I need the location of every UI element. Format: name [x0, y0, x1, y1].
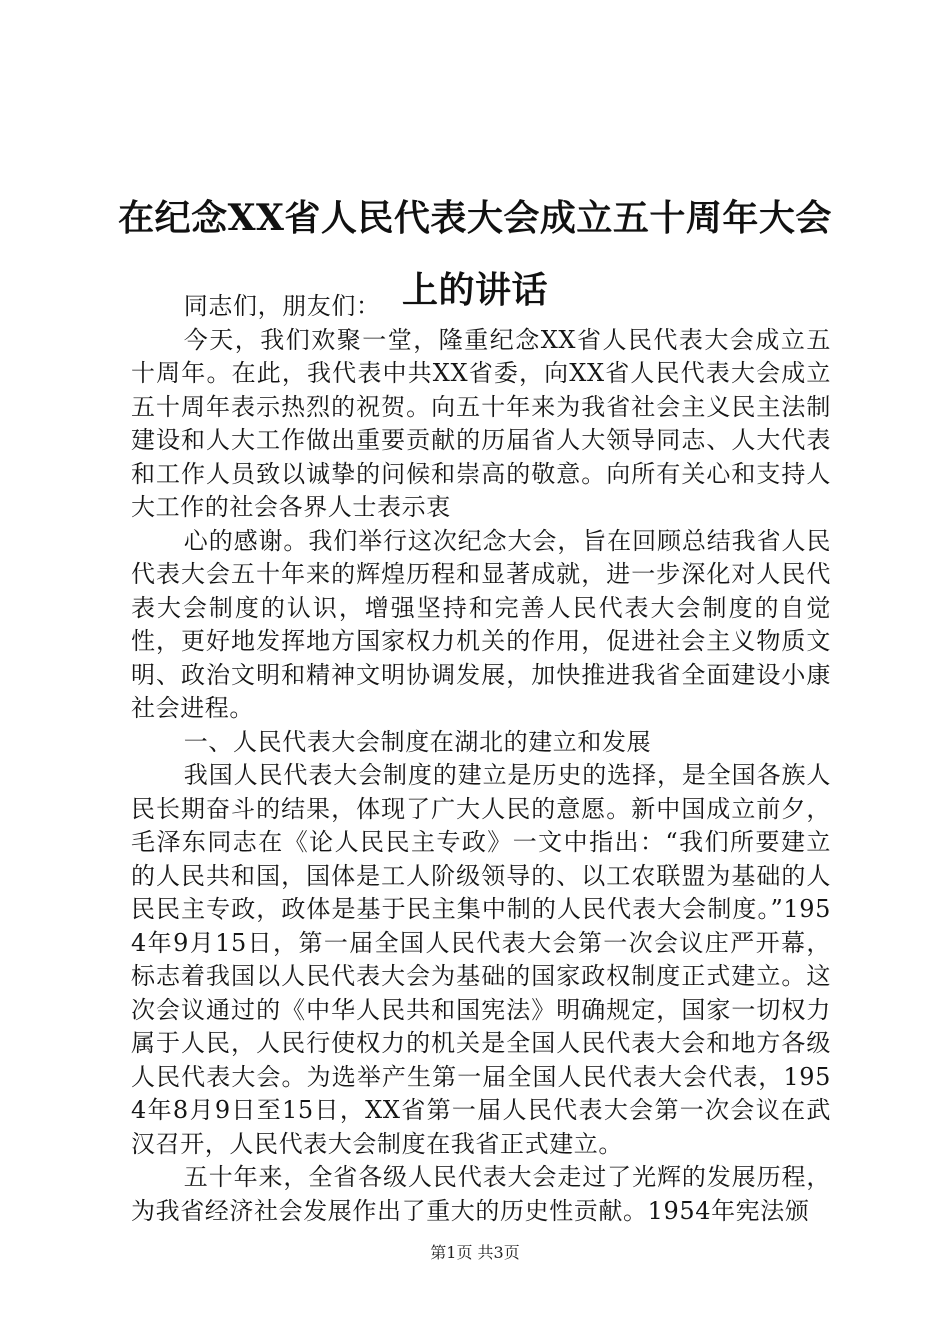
page-number-footer: 第1页 共3页 — [430, 1243, 520, 1262]
body-paragraph: 五十年来，全省各级人民代表大会走过了光辉的发展历程，为我省经济社会发展作出了重大的历史性贡献。1954年宪法颁 — [131, 1163, 831, 1225]
body-paragraph: 心的感谢。我们举行这次纪念大会，旨在回顾总结我省人民代表大会五十年来的辉煌历程和显著成就，进一步深化对人民代表大会制度的认识，增强坚持和完善人民代表大会制度的自觉性，更好地发挥地方国家权力机关的作用，促进社会主义物质文明、政治文明和精神文明协调发展，加快推进我省全面建设小康社会进程。 — [131, 526, 831, 722]
document-title: 在纪念XX省人民代表大会成立五十周年大会上的讲话 — [118, 197, 832, 311]
body-paragraph: 今天，我们欢聚一堂，隆重纪念XX省人民代表大会成立五十周年。在此，我代表中共XX省委，向XX省人民代表大会成立五十周年表示热烈的祝贺。向五十年来为我省社会主义民主法制建设和人大工作做出重要贡献的历届省人大领导同志、人大代表和工作人员致以诚挚的问候和崇高的敬意。向所有关心和支持人大工作的社会各界人士表示衷 — [131, 325, 831, 521]
document-body — [131, 290, 831, 1228]
body-paragraph: 我国人民代表大会制度的建立是历史的选择，是全国各族人民长期奋斗的结果，体现了广大人民的意愿。新中国成立前夕，毛泽东同志在《论人民民主专政》一文中指出：“我们所要建立的人民共和国，国体是工人阶级领导的、以工农联盟为基础的人民民主专政，政体是基于民主集中制的人民代表大会制度。”1954年9月15日，第一届全国人民代表大会第一次会议庄严开幕，标志着我国以人民代表大会为基础的国家政权制度正式建立。这次会议通过的《中华人民共和国宪法》明确规定，国家一切权力属于人民，人民行使权力的机关是全国人民代表大会和地方各级人民代表大会。为选举产生第一届全国人民代表大会代表，1954年8月9日至15日，XX省第一届人民代表大会第一次会议在武汉召开，人民代表大会制度在我省正式建立。 — [131, 761, 831, 1158]
section-heading: 一、人民代表大会制度在湖北的建立和发展 — [183, 727, 652, 756]
salutation-paragraph: 同志们，朋友们： — [183, 292, 381, 320]
